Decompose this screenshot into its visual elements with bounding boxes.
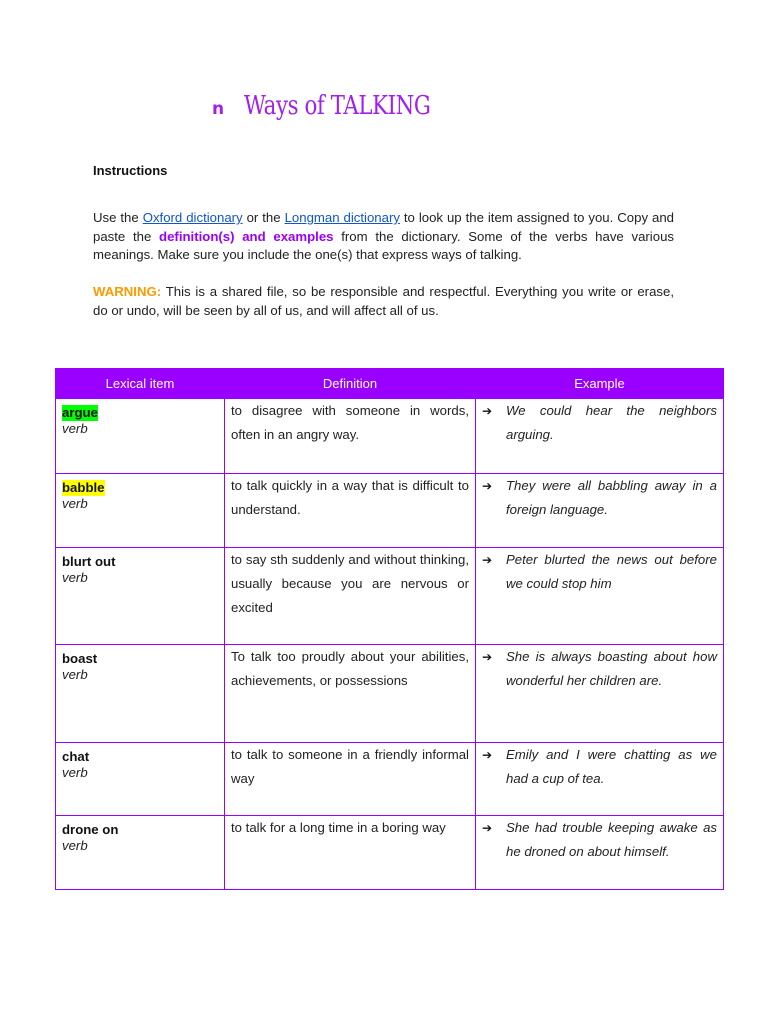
definition-cell[interactable] [225,645,476,743]
instructions-text: or the [242,210,285,225]
table-row [56,399,724,474]
definition-text: to say sth suddenly and without thinking, usually because you are nervous or excited [231,552,469,615]
part-of-speech: verb [62,765,88,780]
example-cell[interactable] [476,645,724,743]
lexical-item-word: babble [62,480,105,495]
lexical-item-cell[interactable] [56,816,225,890]
lexical-item-word: chat [62,749,90,764]
definition-text: to talk quickly in a way that is difficult to understand. [231,478,469,517]
definition-text: to talk for a long time in a boring way [231,820,446,835]
part-of-speech: verb [62,496,88,511]
oxford-dictionary-link[interactable]: Oxford dictionary [142,210,243,225]
definitions-emphasis: definition(s) and examples [159,228,334,244]
example-cell[interactable] [476,743,724,816]
table-header-row [56,369,724,399]
lexical-item-cell[interactable] [56,399,225,474]
instructions-paragraph [93,209,674,265]
definition-text: to disagree with someone in words, often in an angry way. [231,403,469,442]
instructions-heading: Instructions [93,163,168,178]
lexical-item-word: boast [62,651,98,666]
header-lexical-item: Lexical item [56,369,225,399]
warning-paragraph [93,283,674,320]
example-text: They were all babbling away in a foreign language. [506,478,717,517]
definition-cell[interactable] [225,399,476,474]
example-text: Emily and I were chatting as we had a cup of tea. [506,747,717,786]
part-of-speech: verb [62,838,88,853]
example-text: She is always boasting about how wonderful her children are. [506,649,717,688]
title-text: Ways of TALKING [244,91,431,121]
header-definition: Definition [225,369,476,399]
table-row [56,816,724,890]
definition-cell[interactable] [225,816,476,890]
arrow-icon: ➔ [482,821,493,835]
definition-text: to talk to someone in a friendly informal way [231,747,469,786]
lexical-item-word: argue [62,405,98,420]
instructions-text: Use the [93,210,143,225]
example-cell[interactable] [476,548,724,645]
lexical-item-cell[interactable] [56,548,225,645]
document-title [212,88,472,124]
definition-cell[interactable] [225,743,476,816]
part-of-speech: verb [62,570,88,585]
arrow-icon: ➔ [482,479,493,493]
arrow-icon: ➔ [482,404,493,418]
example-text: Peter blurted the news out before we could stop him [506,552,717,591]
part-of-speech: verb [62,421,88,436]
definition-cell[interactable] [225,474,476,548]
vocabulary-table [55,368,724,890]
title-bullet-icon: n [212,99,225,119]
warning-label: WARNING: [93,284,162,299]
table-row [56,548,724,645]
longman-dictionary-link[interactable]: Longman dictionary [284,210,400,225]
example-cell[interactable] [476,474,724,548]
warning-text: This is a shared file, so be responsible and respectful. Everything you write or erase, do or undo, will be seen by all of us, and will affect all of us. [93,284,674,318]
example-cell[interactable] [476,816,724,890]
lexical-item-word: blurt out [62,554,116,569]
instructions-text: from the dictionary. Some of the verbs have various meanings. Make sure you include the one(s) that express ways of talking. [93,228,674,263]
arrow-icon: ➔ [482,553,493,567]
definition-cell[interactable] [225,548,476,645]
arrow-icon: ➔ [482,748,493,762]
lexical-item-cell[interactable] [56,474,225,548]
example-text: She had trouble keeping awake as he droned on about himself. [506,820,717,859]
lexical-item-word: drone on [62,822,119,837]
instructions-text: to look up the item assigned to you. Copy and paste the [93,210,674,244]
lexical-item-cell[interactable] [56,743,225,816]
header-example: Example [476,369,724,399]
table-row [56,474,724,548]
example-cell[interactable] [476,399,724,474]
part-of-speech: verb [62,667,88,682]
table-row [56,743,724,816]
definition-text: To talk too proudly about your abilities, achievements, or possessions [231,649,469,688]
example-text: We could hear the neighbors arguing. [506,403,717,442]
lexical-item-cell[interactable] [56,645,225,743]
table-row [56,645,724,743]
arrow-icon: ➔ [482,650,493,664]
